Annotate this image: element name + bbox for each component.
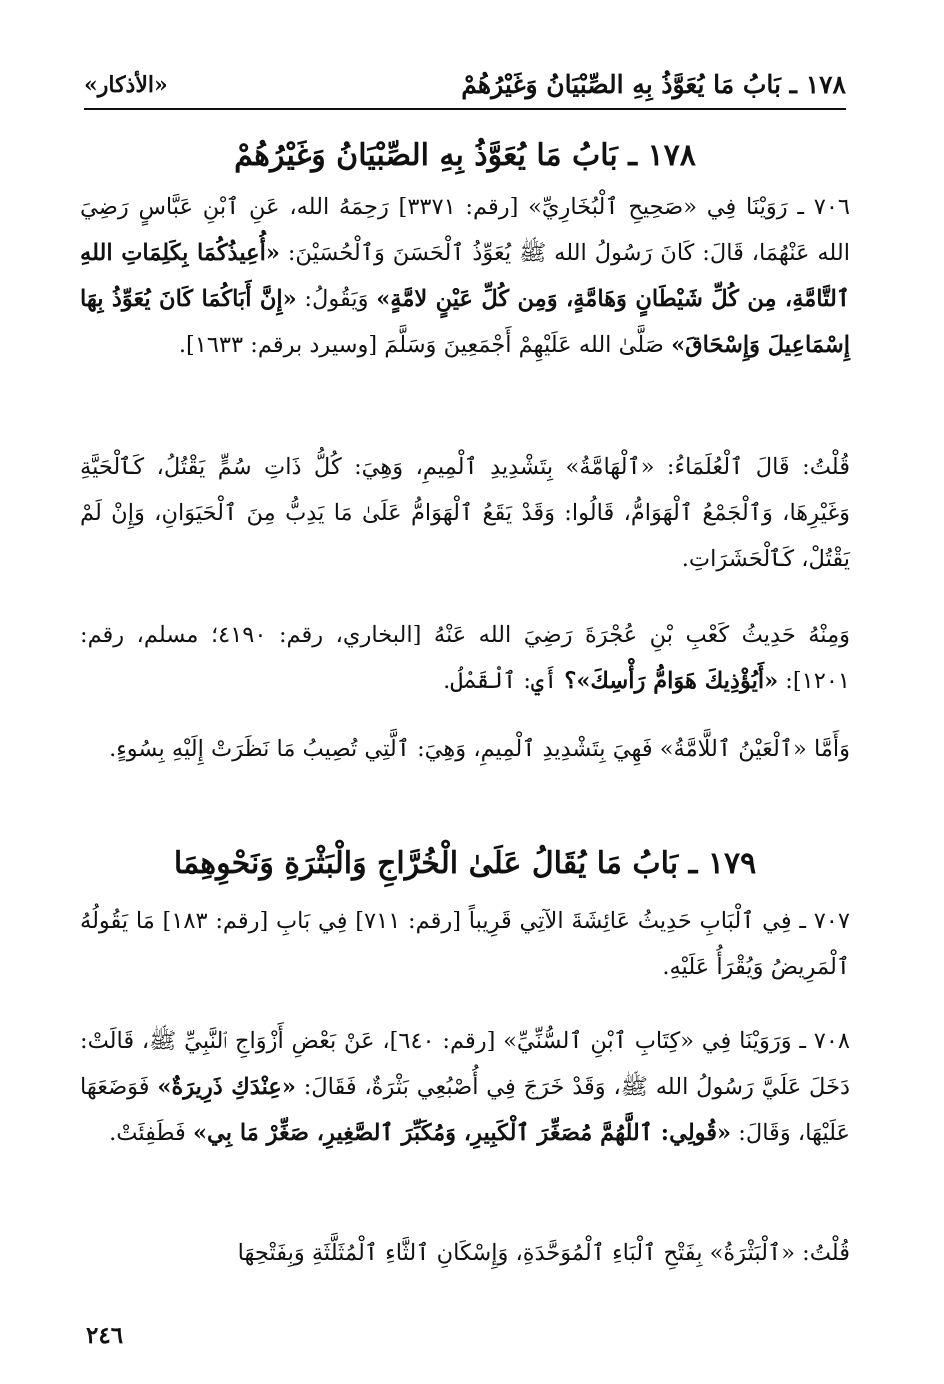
hadith-707: ٧٠٧ ـ فِي ٱلْبَابِ حَدِيثُ عَائِشَةَ الآتِي قَرِيباً [رقم: ٧١١] فِي بَابِ [رقم: ١٨٣] مَا يَقُولُهُ ٱلْمَرِيضُ وَيُقْرَأُ عَلَيْهِ.	[80, 908, 850, 980]
note-kaab	[80, 612, 850, 704]
hadith-708	[80, 1018, 850, 1156]
chapter-179-title: ١٧٩ ـ بَابُ مَا يُقَالُ عَلَىٰ الْخُرَّاجِ وَالْبَثْرَةِ وَنَحْوِهِمَا	[173, 846, 757, 881]
hadith-706-prophetic-words-1: «أُعِيذُكُمَا بِكَلِمَاتِ اللهِ ٱلتَّامَّةِ، مِن كُلِّ شَيْطَانٍ وَهَامَّةٍ، وَمِن كُلِّ عَيْنٍ لامَّةٍ»	[80, 240, 850, 312]
note-kaab-text-2: أَيِ: ٱلْقَمْلُ.	[443, 668, 565, 694]
note-kaab-text-1: وَمِنْهُ حَدِيثُ كَعْبِ بْنِ عُجْرَةَ رَضِيَ الله عَنْهُ [البخاري، رقم: ٤١٩٠؛ مسلم، رقم: ١٢٠١]:	[80, 622, 850, 694]
note-hamma: قُلْتُ: قَالَ ٱلْعُلَمَاءُ: «ٱلْهَامَّةُ» بِتَشْدِيدِ ٱلْمِيمِ، وَهِيَ: كُلُّ ذَاتِ سُمٍّ يَقْتُلُ، كَٱلْحَيَّةِ وَغَيْرِهَا، وَٱلْجَمْعُ ٱلْهَوَامُّ، قَالُوا: وَقَدْ يَقَعُ ٱلْهَوَامُّ عَلَىٰ مَا يَدِبُّ مِنَ ٱلْحَيَوَانِ، وَإِنْ لَمْ يَقْتُلْ، كَٱلْحَشَرَاتِ.	[80, 454, 850, 572]
hadith-706	[80, 184, 850, 368]
hadith-708-prophetic-words-1: «عِنْدَكِ ذَرِيرَةٌ»	[157, 1074, 296, 1100]
note-lamma: وَأَمَّا «ٱلْعَيْنُ ٱللَّامَّةُ» فَهِيَ بِتَشْدِيدِ ٱلْمِيمِ، وَهِيَ: ٱلَّتِي تُصِيبُ مَا نَظَرَتْ إِلَيْهِ بِسُوءٍ.	[109, 736, 850, 762]
hadith-708-prophetic-words-2: «قُولِي: ٱللَّهُمَّ مُصَغِّرَ ٱلْكَبِيرِ، وَمُكَبِّرَ ٱلصَّغِيرِ، صَغِّرْ مَا بِي»	[192, 1120, 732, 1146]
chapter-178-title: ١٧٨ ـ بَابُ مَا يُعَوَّذُ بِهِ الصِّبْيَانُ وَغَيْرُهُمْ	[234, 138, 696, 173]
running-header	[84, 64, 846, 110]
page-number: ٢٤٦	[86, 1322, 124, 1349]
hadith-706-text-3: صَلَّىٰ الله عَلَيْهِمْ أَجْمَعِينَ وَسَلَّمَ [وسيرد برقم: ١٦٣٣].	[178, 332, 672, 358]
hadith-706-prophetic-words-2: «إِنَّ أَبَاكُمَا كَانَ يُعَوِّذُ بِهَا إِسْمَاعِيلَ وَإِسْحَاقَ»	[80, 286, 850, 358]
hadith-708-text-3: فَطَفِئَتْ.	[109, 1120, 193, 1146]
hadith-706-text-1: ٧٠٦ ـ رَوَيْنَا فِي «صَحِيحِ ٱلْبُخَارِيِّ» [رقم: ٣٣٧١] رَحِمَهُ الله، عَنِ ٱبْنِ عَبَّاسٍ رَضِيَ الله عَنْهُمَا، قَالَ: كَانَ رَسُولُ الله ﷺ يُعَوِّذُ ٱلْحَسَنَ وَٱلْحُسَيْنَ:	[80, 194, 850, 266]
hadith-706-text-2: وَيَقُولُ:	[296, 286, 377, 312]
note-kaab-prophetic-words: «أَيُؤْذِيكَ هَوَامُّ رَأْسِكَ»؟	[564, 668, 779, 694]
hadith-708-text-2: فَوَضَعَهَا عَلَيْهَا، وَقَالَ:	[80, 1074, 850, 1146]
hadith-708-text-1: ٧٠٨ ـ وَرَوَيْنَا فِي «كِتَابِ ٱبْنِ ٱلسُّنِّيِّ» [رقم: ٦٤٠]، عَنْ بَعْضِ أَزْوَاجِ ٱلنَّبِيِّ ﷺ، قَالَتْ: دَخَلَ عَلَيَّ رَسُولُ الله ﷺ، وَقَدْ خَرَجَ فِي أُصْبُعِي بَثْرَةٌ، فَقَالَ:	[80, 1028, 851, 1100]
running-header-chapter: ١٧٨ ـ بَابُ مَا يُعَوَّذُ بِهِ الصِّبْيَانُ وَغَيْرُهُمْ	[461, 70, 846, 99]
note-bathra: قُلْتُ: «ٱلْبَثْرَةُ» بِفَتْحِ ٱلْبَاءِ ٱلْمُوَحَّدَةِ، وَإِسْكَانِ ٱلثَّاءِ ٱلْمُثَلَّثَةِ وَبِفَتْحِهَا	[237, 1240, 850, 1266]
running-header-book-title: «الأذكار»	[84, 72, 168, 98]
